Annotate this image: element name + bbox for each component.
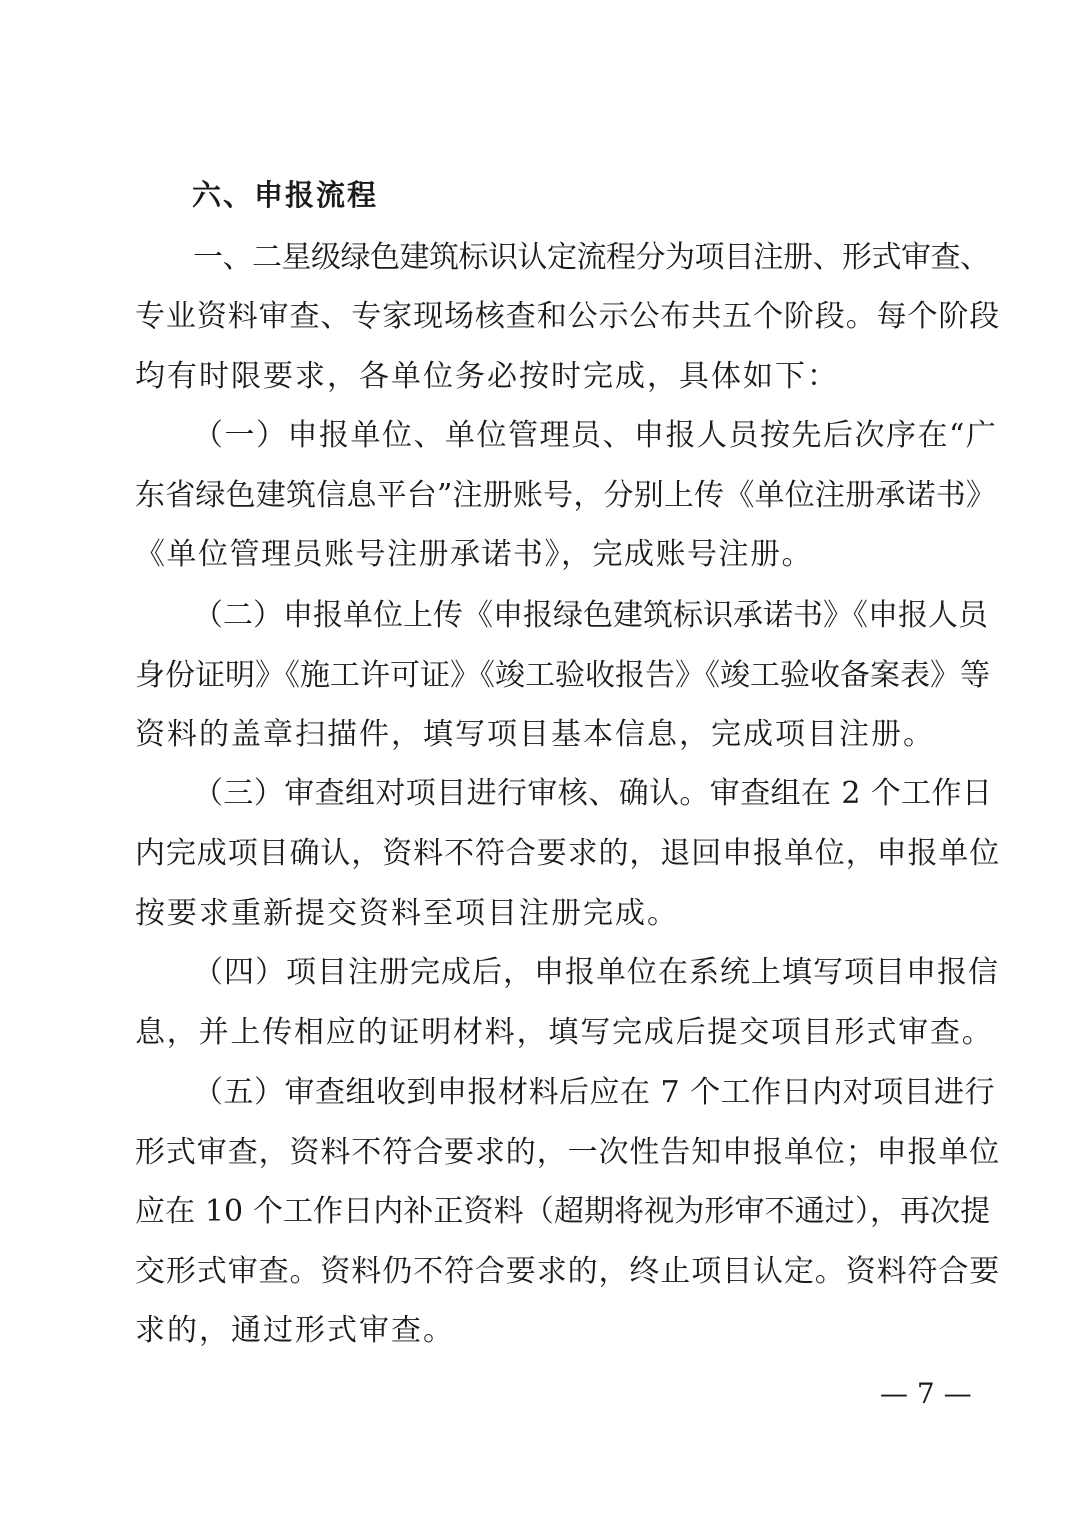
text-line: 息，并上传相应的证明材料，填写完成后提交项目形式审查。: [135, 1015, 994, 1050]
text-line: （三）审查组对项目进行审核、确认。审查组在 2 个工作日: [193, 776, 993, 811]
text-line: 应在 10 个工作日内补正资料（超期将视为形审不通过），再次提: [135, 1194, 991, 1229]
text-line: 形式审查，资料不符合要求的，一次性告知申报单位；申报单位: [135, 1135, 1001, 1170]
text-line: 一、二星级绿色建筑标识认定流程分为项目注册、形式审查、: [193, 240, 990, 275]
text-line: （四）项目注册完成后，申报单位在系统上填写项目申报信: [193, 955, 999, 990]
text-line: 按要求重新提交资料至项目注册完成。: [135, 896, 679, 931]
text-line: 资料的盖章扫描件，填写项目基本信息，完成项目注册。: [135, 717, 935, 752]
text-line: 内完成项目确认，资料不符合要求的，退回申报单位，申报单位: [135, 836, 1001, 871]
text-line: （一）申报单位、单位管理员、申报人员按先后次序在“广: [193, 418, 998, 453]
text-line: 专业资料审查、专家现场核查和公示公布共五个阶段。每个阶段: [135, 299, 1001, 334]
text-line: 《单位管理员账号注册承诺书》，完成账号注册。: [135, 537, 813, 572]
text-line: 交形式审查。资料仍不符合要求的，终止项目认定。资料符合要: [135, 1254, 1001, 1289]
page-number: — 7 —: [880, 1377, 972, 1410]
text-line: 身份证明》《施工许可证》《竣工验收报告》《竣工验收备案表》等: [135, 658, 990, 693]
text-line: （五）审查组收到申报材料后应在 7 个工作日内对项目进行: [193, 1075, 996, 1110]
text-line: 求的，通过形式审查。: [135, 1313, 455, 1348]
text-line: （二）申报单位上传《申报绿色建筑标识承诺书》《申报人员: [193, 598, 988, 633]
text-line: 东省绿色建筑信息平台”注册账号，分别上传《单位注册承诺书》: [135, 478, 997, 513]
text-line: 均有时限要求，各单位务必按时完成，具体如下：: [135, 359, 839, 394]
section-heading: 六、申报流程: [192, 178, 379, 212]
